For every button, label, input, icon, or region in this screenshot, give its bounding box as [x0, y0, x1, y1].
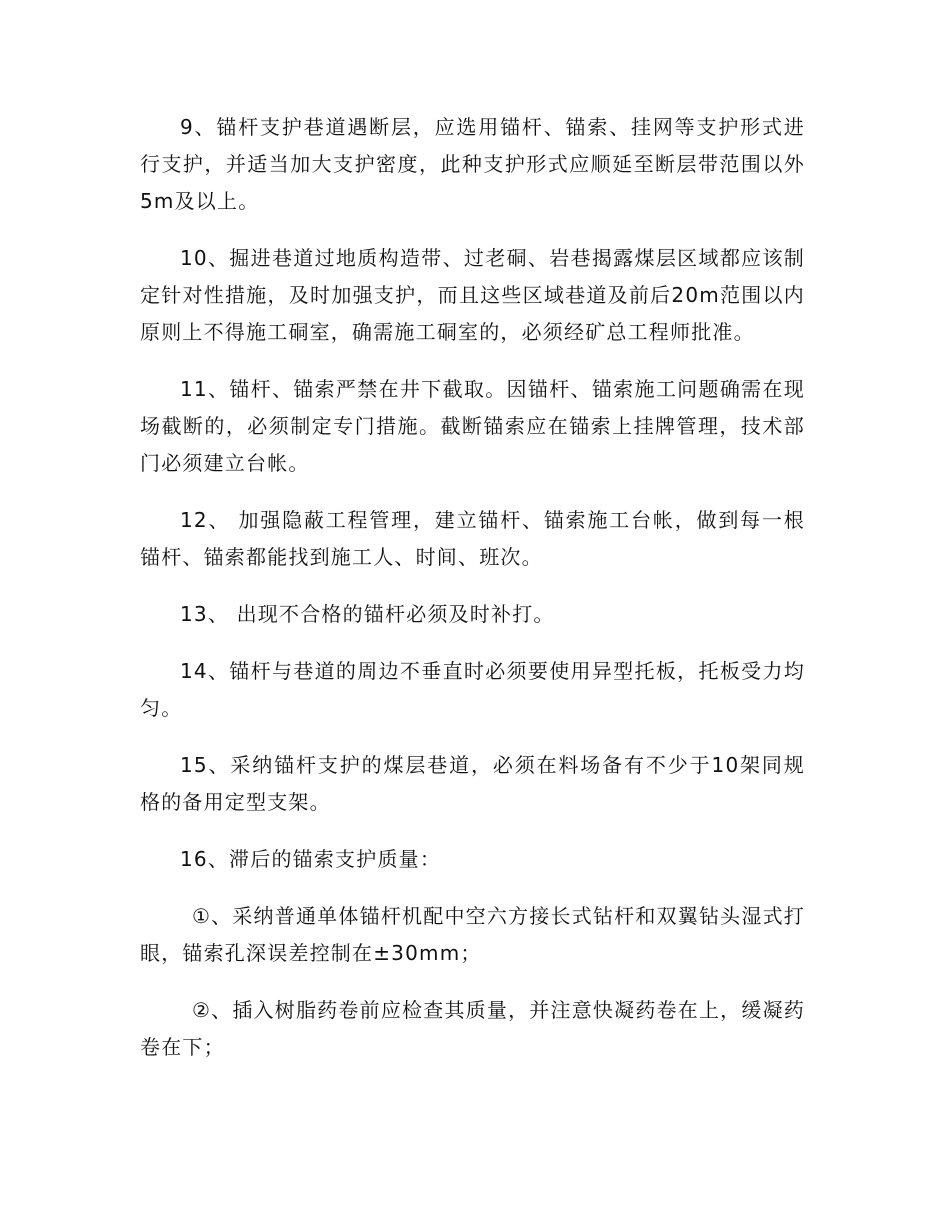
- paragraph-item-11: 11、锚杆、锚索严禁在井下截取。因锚杆、锚索施工问题确需在现场截断的，必须制定专门措施。截断锚索应在锚索上挂牌管理，技术部门必须建立台帐。: [140, 377, 805, 475]
- paragraph-item-13: 13、 出现不合格的锚杆必须及时补打。: [180, 602, 555, 626]
- paragraph-item-9: 9、锚杆支护巷道遇断层，应选用锚杆、锚索、挂网等支护形式进行支护，并适当加大支护密度，此种支护形式应顺延至断层带范围以外5m及以上。: [140, 115, 805, 213]
- paragraph-item-15: 15、采纳锚杆支护的煤层巷道，必须在料场备有不少于10架同规格的备用定型支架。: [140, 753, 805, 814]
- paragraph-item-14: 14、锚杆与巷道的周边不垂直时必须要使用异型托板，托板受力均匀。: [140, 659, 805, 720]
- document-body: [140, 109, 805, 1086]
- paragraph-item-10: 10、掘进巷道过地质构造带、过老硐、岩巷揭露煤层区域都应该制定针对性措施，及时加强支护，而且这些区域巷道及前后20m范围以内原则上不得施工硐室，确需施工硐室的，必须经矿总工程师批准。: [140, 246, 805, 344]
- subitem-2: ②、插入树脂药卷前应检查其质量，并注意快凝药卷在上，缓凝药卷在下；: [140, 998, 805, 1059]
- paragraph-item-12: 12、 加强隐蔽工程管理，建立锚杆、锚索施工台帐，做到每一根锚杆、锚索都能找到施工人、时间、班次。: [140, 508, 805, 569]
- subitem-1: ①、采纳普通单体锚杆机配中空六方接长式钻杆和双翼钻头湿式打眼，锚索孔深误差控制在±30mm；: [140, 904, 805, 965]
- paragraph-item-16: 16、滞后的锚索支护质量：: [180, 847, 442, 871]
